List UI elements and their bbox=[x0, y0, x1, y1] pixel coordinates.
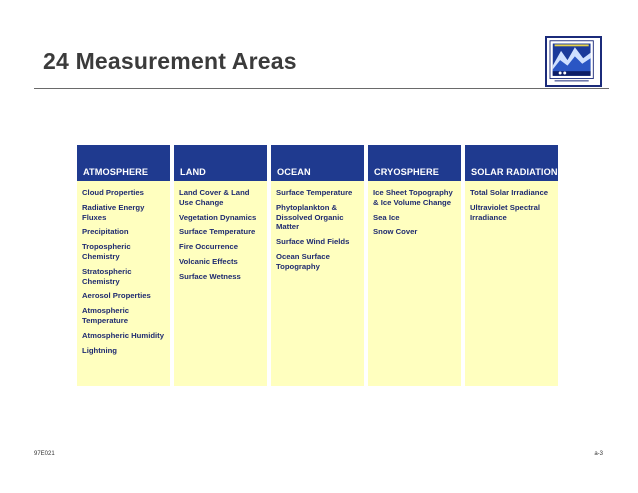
measurement-item: Surface Wetness bbox=[179, 271, 241, 281]
category-items bbox=[465, 181, 558, 386]
measurement-item: Atmospheric Temperature bbox=[82, 306, 129, 325]
category-column bbox=[174, 145, 267, 386]
category-items bbox=[174, 181, 267, 386]
category-items bbox=[368, 181, 461, 386]
title-divider bbox=[34, 88, 609, 89]
measurement-item: Phytoplankton & Dissolved Organic Matter bbox=[276, 202, 344, 232]
measurement-item: Lightning bbox=[82, 345, 118, 355]
measurement-item: Tropospheric Chemistry bbox=[82, 242, 131, 261]
measurement-item: Radiative Energy Fluxes bbox=[82, 202, 145, 222]
measurement-item: Fire Occurrence bbox=[179, 242, 238, 252]
measurement-areas-table bbox=[77, 145, 558, 386]
document-code: 97E021 bbox=[34, 451, 55, 457]
category-header: LAND bbox=[174, 145, 267, 181]
category-header: ATMOSPHERE bbox=[77, 145, 170, 181]
measurement-item: Surface Temperature bbox=[179, 227, 256, 237]
category-items bbox=[77, 181, 170, 386]
measurement-item: Atmospheric Humidity bbox=[82, 330, 165, 340]
category-column bbox=[368, 145, 461, 386]
measurement-item: Surface Wind Fields bbox=[276, 237, 350, 247]
category-column bbox=[465, 145, 558, 386]
measurement-item: Aerosol Properties bbox=[82, 291, 151, 301]
page-number: a-3 bbox=[594, 451, 603, 457]
category-header: SOLAR RADIATION bbox=[465, 145, 558, 181]
measurement-item: Ultraviolet Spectral Irradiance bbox=[470, 202, 541, 222]
category-header: OCEAN bbox=[271, 145, 364, 181]
measurement-item: Sea Ice bbox=[373, 212, 400, 222]
category-column bbox=[271, 145, 364, 386]
measurement-item: Surface Temperature bbox=[276, 188, 353, 197]
measurement-item: Snow Cover bbox=[373, 227, 418, 237]
category-items bbox=[271, 181, 364, 386]
measurement-item: Stratospheric Chemistry bbox=[82, 266, 132, 286]
measurement-item: Vegetation Dynamics bbox=[179, 212, 257, 222]
agency-seal-icon bbox=[545, 36, 602, 87]
measurement-item: Precipitation bbox=[82, 227, 129, 237]
measurement-item: Volcanic Effects bbox=[179, 256, 238, 266]
measurement-item: Ocean Surface Topography bbox=[276, 251, 330, 271]
category-column bbox=[77, 145, 170, 386]
measurement-item: Ice Sheet Topography & Ice Volume Change bbox=[373, 188, 453, 207]
measurement-item: Land Cover & Land Use Change bbox=[179, 188, 250, 207]
category-header: CRYOSPHERE bbox=[368, 145, 461, 181]
measurement-item: Cloud Properties bbox=[82, 188, 144, 197]
page-title: 24 Measurement Areas bbox=[43, 48, 297, 74]
measurement-item: Total Solar Irradiance bbox=[470, 188, 549, 197]
